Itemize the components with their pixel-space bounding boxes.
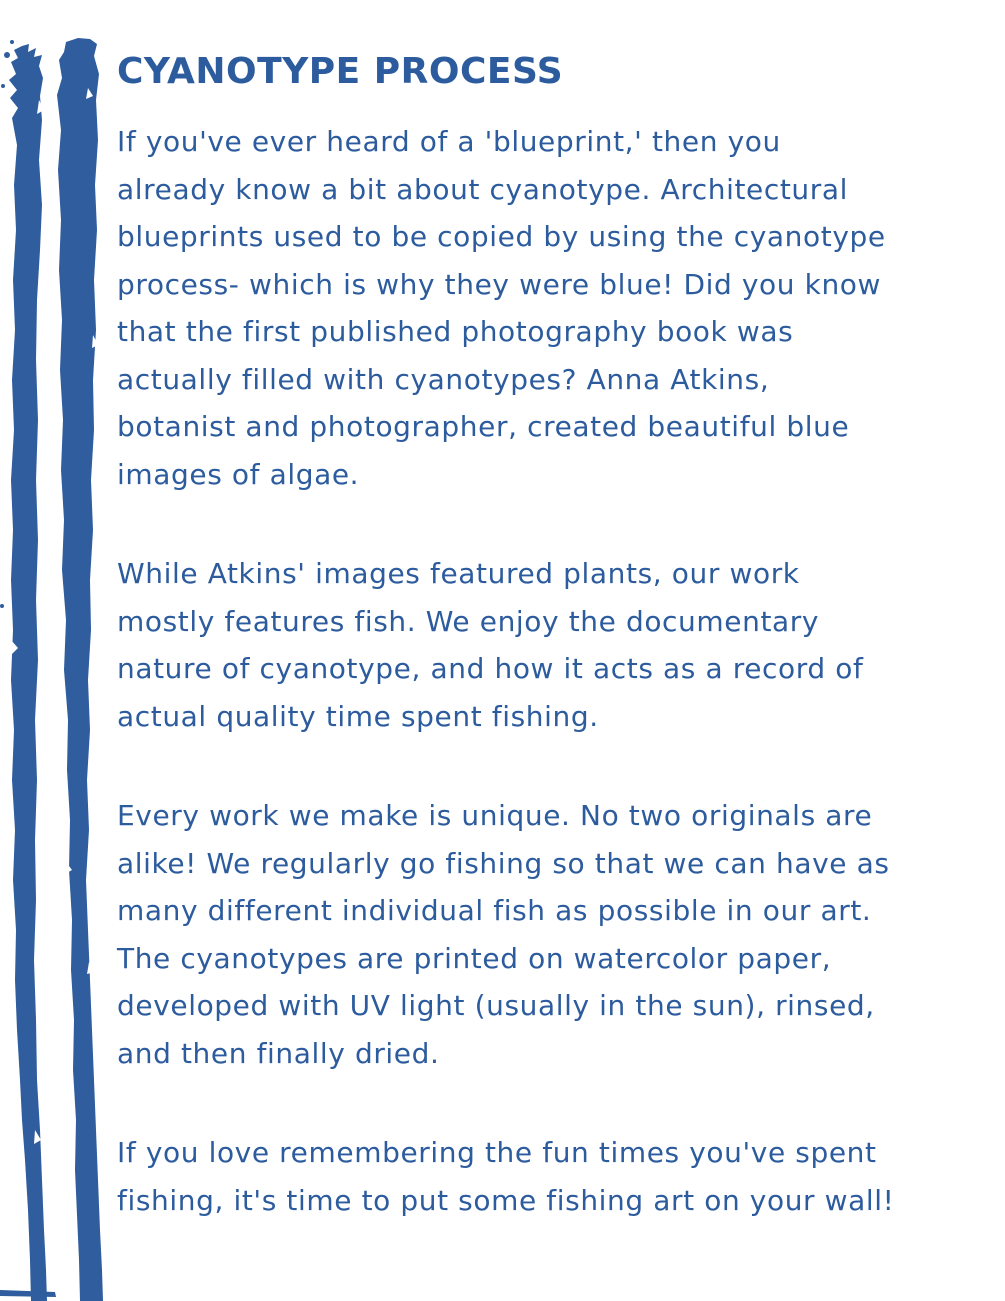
text-line: developed with UV light (usually in the sun), rinsed, xyxy=(117,989,875,1022)
paragraph xyxy=(117,118,957,498)
paragraph xyxy=(117,550,957,740)
paragraphs xyxy=(117,118,957,1224)
text-line: If you've ever heard of a 'blueprint,' then you xyxy=(117,125,781,158)
text-line: The cyanotypes are printed on watercolor paper, xyxy=(117,941,832,975)
text-line: mostly features fish. We enjoy the documentary xyxy=(117,604,820,638)
text-line: fishing, it's time to put some fishing art on your wall! xyxy=(117,1183,895,1217)
text-line: many different individual fish as possible in our art. xyxy=(117,894,872,927)
text-line: actually filled with cyanotypes? Anna Atkins, xyxy=(117,362,770,396)
text-line: Every work we make is unique. No two originals are xyxy=(117,799,873,832)
text-line: blueprints used to be copied by using the cyanotype xyxy=(117,220,886,253)
brush-stroke-left-icon xyxy=(0,40,56,1301)
text-line: already know a bit about cyanotype. Architectural xyxy=(117,172,849,206)
paragraph xyxy=(117,1129,957,1224)
text-line: nature of cyanotype, and how it acts as a record of xyxy=(117,652,864,685)
paragraph xyxy=(117,792,957,1077)
text-line: images of algae. xyxy=(117,457,360,491)
text-line: alike! We regularly go fishing so that we can have as xyxy=(117,846,890,880)
text-line: botanist and photographer, created beautiful blue xyxy=(117,410,850,443)
text-line: and then finally dried. xyxy=(117,1036,440,1070)
article xyxy=(117,50,957,1224)
text-line: While Atkins' images featured plants, our work xyxy=(117,557,800,590)
page-title: CYANOTYPE PROCESS xyxy=(117,51,564,92)
text-line: process- which is why they were blue! Did you know xyxy=(117,267,882,301)
text-line: that the first published photography book was xyxy=(117,315,794,348)
text-line: If you love remembering the fun times you've spent xyxy=(117,1136,877,1169)
brush-stroke-right-icon xyxy=(57,38,103,1301)
text-line: actual quality time spent fishing. xyxy=(117,699,599,733)
